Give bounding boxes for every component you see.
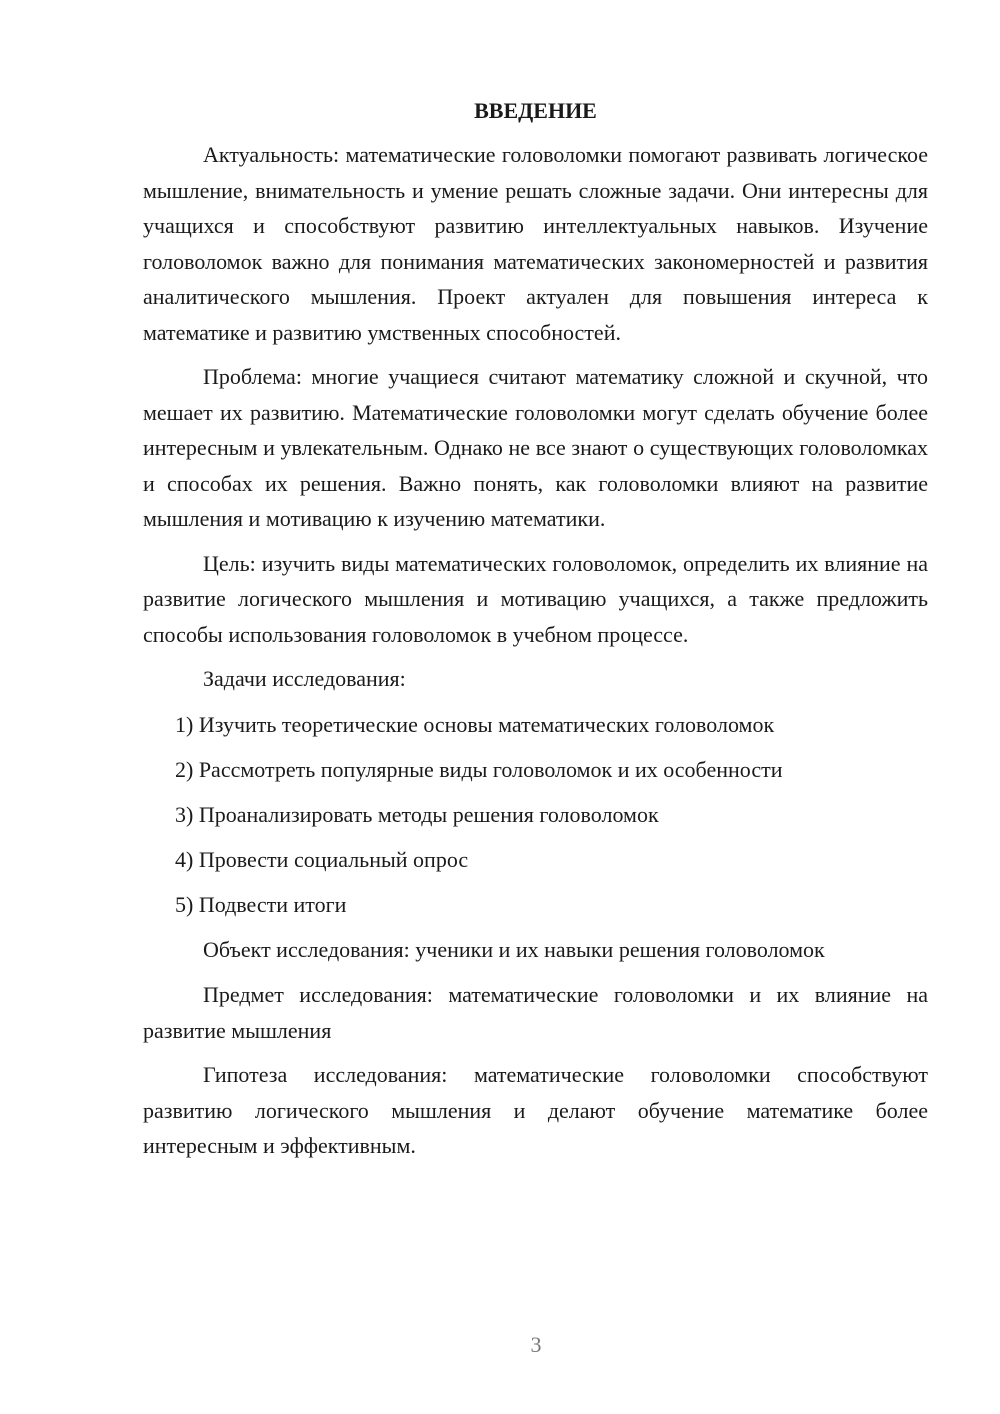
object-paragraph: Объект исследования: ученики и их навыки решения головоломок [203, 936, 825, 962]
subject-paragraph: Предмет исследования: математические головоломки и их влияние на развитие мышления [143, 982, 928, 1043]
task-item-1: 1) Изучить теоретические основы математических головоломок [175, 711, 775, 737]
task-item-5: 5) Подвести итоги [175, 891, 347, 917]
page-title: ВВЕДЕНИЕ [474, 98, 597, 123]
page-number: 3 [530, 1332, 542, 1357]
tasks-heading: Задачи исследования: [203, 666, 406, 691]
task-item-4: 4) Провести социальный опрос [175, 846, 469, 872]
hypothesis-paragraph: Гипотеза исследования: математические головоломки способствуют развитию логического мышления и делают обучение математике более интересным и эффективным. [143, 1062, 928, 1158]
relevance-paragraph: Актуальность: математические головоломки помогают развивать логическое мышление, внимательность и умение решать сложные задачи. Они интересны для учащихся и способствуют развитию интеллектуальных навыков. Изучение головоломок важно для понимания математических закономерностей и развития аналитического мышления. Проект актуален для повышения интереса к математике и развитию умственных способностей. [143, 142, 928, 345]
task-item-3: 3) Проанализировать методы решения головоломок [175, 801, 659, 827]
document-page [143, 95, 928, 1173]
problem-paragraph: Проблема: многие учащиеся считают математику сложной и скучной, что мешает их развитию. Математические головоломки могут сделать обучение более интересным и увлекательным. Однако не все знают о существующих головоломках и способах их решения. Важно понять, как головоломки влияют на развитие мышления и мотивацию к изучению математики. [143, 364, 928, 531]
tasks-list [143, 707, 928, 923]
task-item-2: 2) Рассмотреть популярные виды головоломок и их особенности [175, 756, 783, 782]
goal-paragraph: Цель: изучить виды математических головоломок, определить их влияние на развитие логического мышления и мотивацию учащихся, а также предложить способы использования головоломок в учебном процессе. [143, 550, 928, 647]
